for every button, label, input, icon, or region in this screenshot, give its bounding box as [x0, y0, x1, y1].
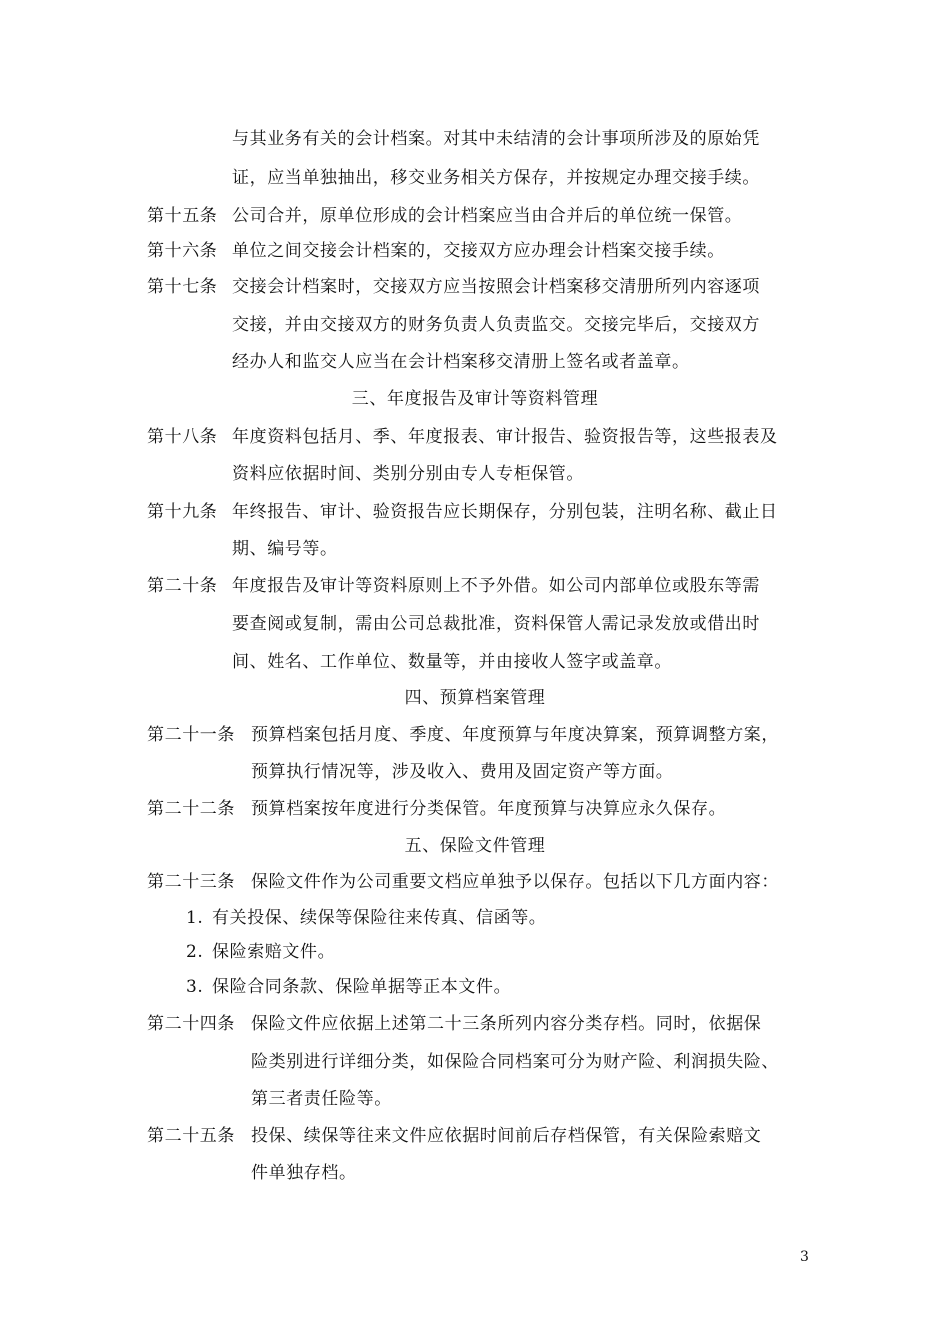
article-18-line-2: 资料应依据时间、类别分别由专人专柜保管。 [232, 464, 584, 484]
article-label: 第十九条 [147, 502, 218, 522]
list-item [186, 940, 335, 964]
article-text: 单位之间交接会计档案的，交接双方应办理会计档案交接手续。 [232, 241, 725, 261]
list-number: 1. [186, 908, 204, 928]
list-text: 保险合同条款、保险单据等正本文件。 [212, 977, 512, 997]
article-text: 交接会计档案时，交接双方应当按照会计档案移交清册所列内容逐项 [232, 277, 760, 297]
list-number: 2. [186, 942, 204, 962]
article-label: 第二十五条 [147, 1126, 235, 1146]
article-text: 年度报告及审计等资料原则上不予外借。如公司内部单位或股东等需 [232, 576, 760, 596]
article-text: 年终报告、审计、验资报告应长期保存，分别包装，注明名称、截止日 [232, 502, 778, 522]
article-label: 第十六条 [147, 241, 218, 261]
article-text: 保险文件应依据上述第二十三条所列内容分类存档。同时，依据保 [251, 1014, 762, 1034]
article-text: 预算档案按年度进行分类保管。年度预算与决算应永久保存。 [251, 799, 727, 819]
article-label: 第十八条 [147, 427, 218, 447]
article-17-line-3: 经办人和监交人应当在会计档案移交清册上签名或者盖章。 [232, 352, 690, 372]
article-17-line-2: 交接，并由交接双方的财务负责人负责监交。交接完毕后，交接双方 [232, 315, 760, 335]
article-label: 第二十一条 [147, 725, 235, 745]
page-number: 3 [800, 1249, 809, 1265]
article-text: 保险文件作为公司重要文档应单独予以保存。包括以下几方面内容： [251, 872, 779, 892]
continuation-line-2: 证，应当单独抽出，移交业务相关方保存，并按规定办理交接手续。 [232, 168, 760, 188]
article-label: 第十七条 [147, 277, 218, 297]
article-25 [147, 1124, 761, 1148]
article-text: 预算档案包括月度、季度、年度预算与年度决算案，预算调整方案， [251, 725, 779, 745]
article-21-line-2: 预算执行情况等，涉及收入、费用及固定资产等方面。 [251, 762, 674, 782]
article-19 [147, 500, 778, 524]
list-text: 保险索赔文件。 [212, 942, 336, 962]
article-text: 投保、续保等往来文件应依据时间前后存档保管，有关保险索赔文 [251, 1126, 762, 1146]
section-heading-3: 三、年度报告及审计等资料管理 [351, 389, 599, 409]
article-label: 第十五条 [147, 206, 218, 226]
article-23 [147, 870, 779, 894]
article-20 [147, 574, 760, 598]
list-text: 有关投保、续保等保险往来传真、信函等。 [212, 908, 547, 928]
list-number: 3. [186, 977, 204, 997]
article-label: 第二十四条 [147, 1014, 235, 1034]
article-label: 第二十二条 [147, 799, 235, 819]
list-item [186, 906, 546, 930]
article-15 [147, 204, 742, 228]
article-17 [147, 275, 760, 299]
article-24 [147, 1012, 761, 1036]
article-18 [147, 425, 778, 449]
article-22 [147, 797, 726, 821]
section-heading-5: 五、保险文件管理 [404, 836, 546, 856]
article-16 [147, 239, 725, 263]
article-20-line-3: 间、姓名、工作单位、数量等，并由接收人签字或盖章。 [232, 652, 672, 672]
article-20-line-2: 要查阅或复制，需由公司总裁批准，资料保管人需记录发放或借出时 [232, 614, 760, 634]
article-19-line-2: 期、编号等。 [232, 539, 338, 559]
article-24-line-2: 险类别进行详细分类，如保险合同档案可分为财产险、利润损失险、 [251, 1052, 779, 1072]
article-label: 第二十条 [147, 576, 218, 596]
article-25-line-2: 件单独存档。 [251, 1163, 357, 1183]
continuation-line-1: 与其业务有关的会计档案。对其中未结清的会计事项所涉及的原始凭 [232, 129, 760, 149]
article-text: 公司合并，原单位形成的会计档案应当由合并后的单位统一保管。 [232, 206, 743, 226]
article-label: 第二十三条 [147, 872, 235, 892]
section-heading-4: 四、预算档案管理 [404, 688, 546, 708]
article-text: 年度资料包括月、季、年度报表、审计报告、验资报告等，这些报表及 [232, 427, 778, 447]
article-24-line-3: 第三者责任险等。 [251, 1089, 392, 1109]
list-item [186, 975, 511, 999]
article-21 [147, 723, 779, 747]
